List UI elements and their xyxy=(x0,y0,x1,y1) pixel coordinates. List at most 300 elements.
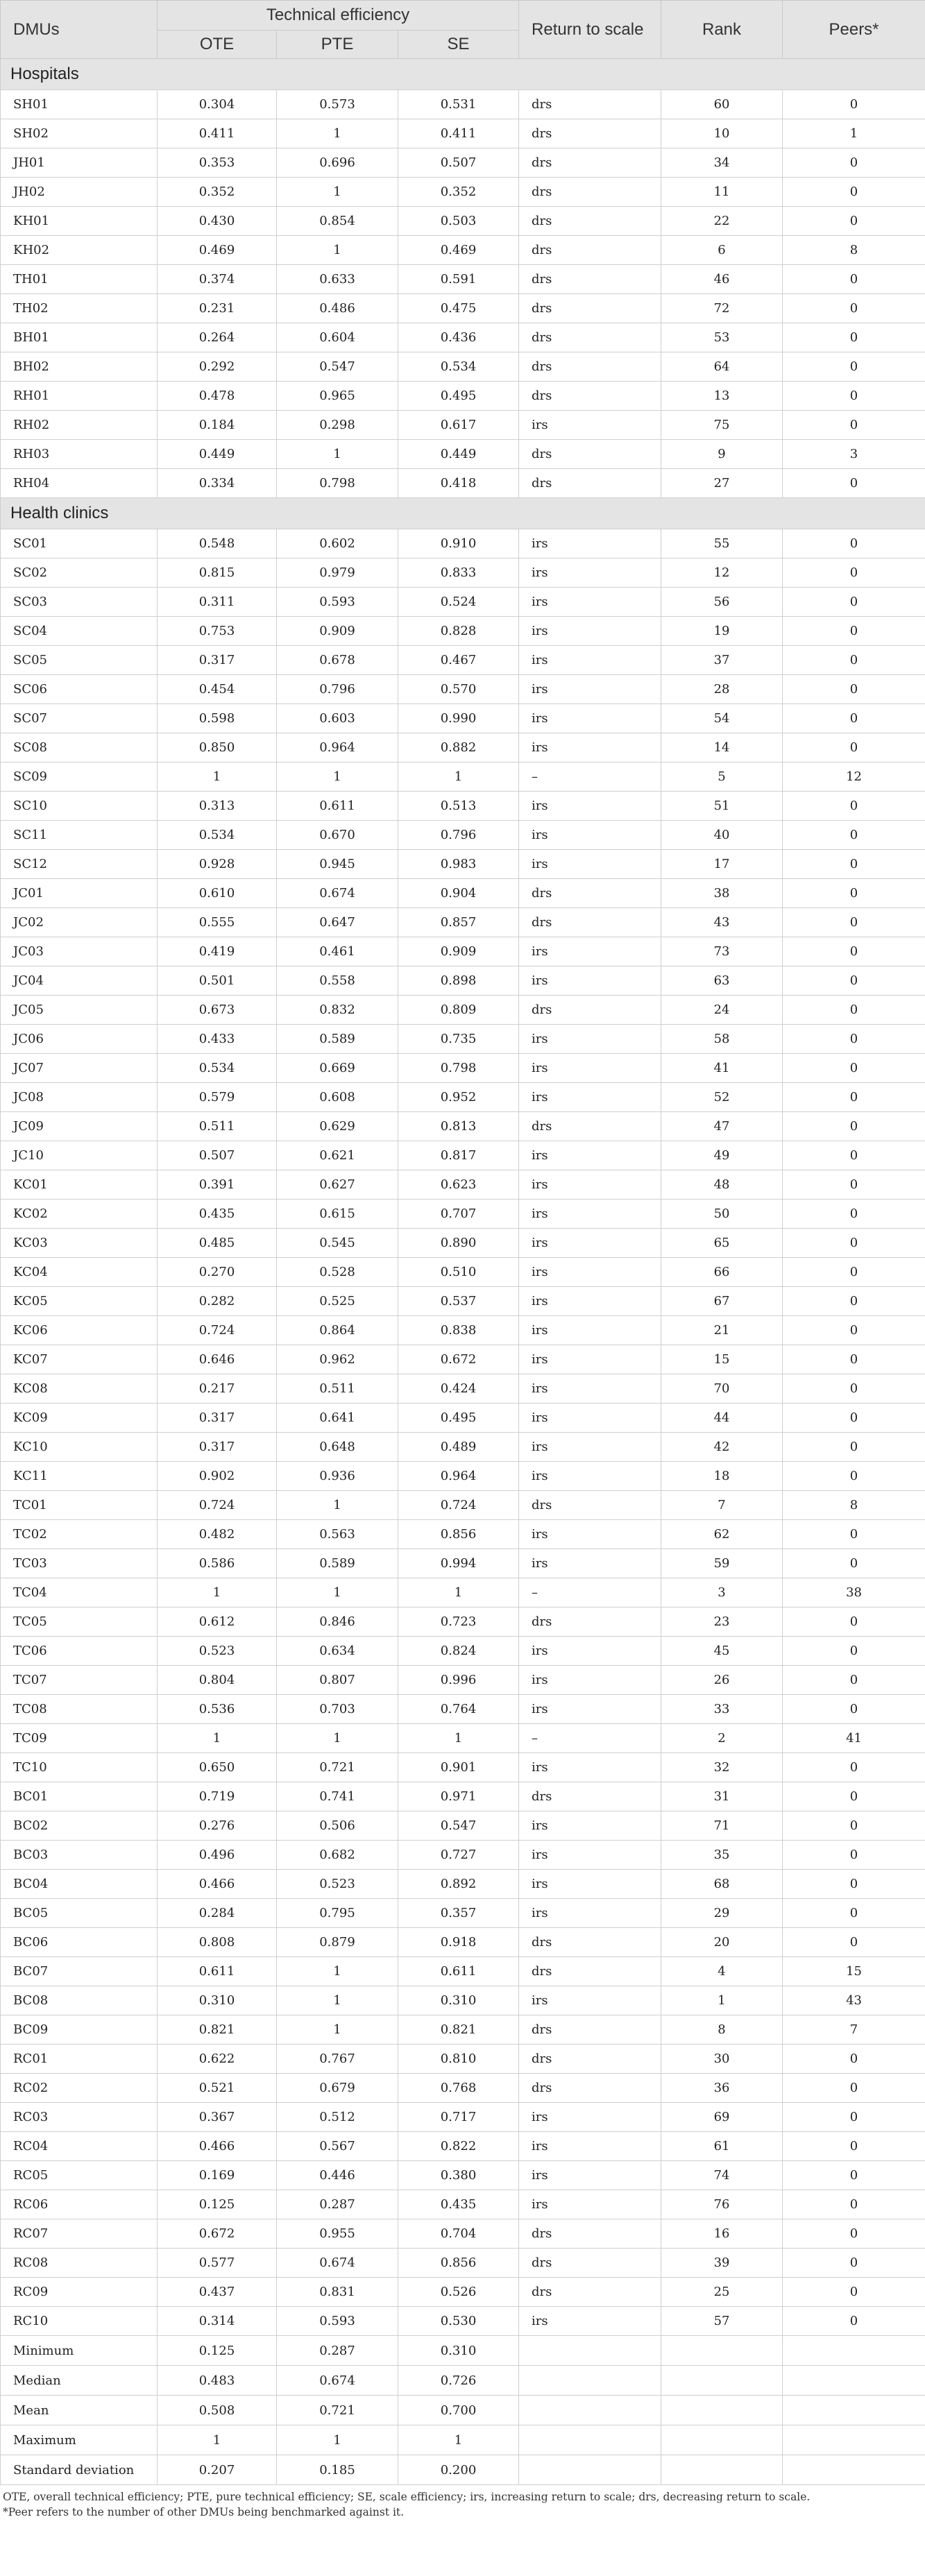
se-value: 0.503 xyxy=(398,207,519,236)
pte-value: 0.674 xyxy=(277,879,398,908)
dmu-name: RH04 xyxy=(1,469,158,498)
header-peers: Peers* xyxy=(783,1,925,59)
return-to-scale: irs xyxy=(519,1695,661,1724)
return-to-scale: drs xyxy=(519,90,661,119)
return-to-scale: irs xyxy=(519,1025,661,1054)
table-row xyxy=(1,1112,925,1141)
return-to-scale: drs xyxy=(519,1491,661,1520)
dmu-name: TC04 xyxy=(1,1578,158,1607)
empty-cell xyxy=(661,2396,783,2425)
dmu-name: JC09 xyxy=(1,1112,158,1141)
return-to-scale: irs xyxy=(519,1200,661,1229)
empty-cell xyxy=(661,2455,783,2485)
rank-value: 10 xyxy=(661,119,783,148)
se-value: 0.531 xyxy=(398,90,519,119)
dmu-name: KC06 xyxy=(1,1316,158,1345)
ote-value: 0.435 xyxy=(158,1200,277,1229)
pte-value: 0.674 xyxy=(277,2366,398,2396)
rank-value: 52 xyxy=(661,1083,783,1112)
se-value: 0.570 xyxy=(398,675,519,704)
pte-value: 0.545 xyxy=(277,1229,398,1258)
table-row xyxy=(1,440,925,469)
pte-value: 0.964 xyxy=(277,733,398,762)
dmu-name: TC06 xyxy=(1,1637,158,1666)
se-value: 0.890 xyxy=(398,1229,519,1258)
se-value: 0.507 xyxy=(398,148,519,178)
pte-value: 0.864 xyxy=(277,1316,398,1345)
return-to-scale: drs xyxy=(519,148,661,178)
peers-value: 8 xyxy=(783,236,925,265)
rank-value: 25 xyxy=(661,2278,783,2307)
dmu-name: SC05 xyxy=(1,646,158,675)
dmu-name: RC02 xyxy=(1,2074,158,2103)
ote-value: 0.270 xyxy=(158,1258,277,1287)
rank-value: 73 xyxy=(661,937,783,966)
ote-value: 0.466 xyxy=(158,2132,277,2161)
rank-value: 20 xyxy=(661,1928,783,1957)
pte-value: 1 xyxy=(277,2015,398,2045)
empty-cell xyxy=(519,2336,661,2366)
return-to-scale: irs xyxy=(519,1229,661,1258)
return-to-scale: irs xyxy=(519,966,661,996)
dmu-name: TC07 xyxy=(1,1666,158,1695)
ote-value: 0.536 xyxy=(158,1695,277,1724)
ote-value: 0.454 xyxy=(158,675,277,704)
dmu-name: KC05 xyxy=(1,1287,158,1316)
pte-value: 0.523 xyxy=(277,1870,398,1899)
return-to-scale: irs xyxy=(519,850,661,879)
return-to-scale: irs xyxy=(519,937,661,966)
peers-value: 3 xyxy=(783,440,925,469)
table-footnotes xyxy=(0,2485,925,2520)
pte-value: 0.798 xyxy=(277,469,398,498)
table-row xyxy=(1,1578,925,1607)
se-value: 0.735 xyxy=(398,1025,519,1054)
ote-value: 0.367 xyxy=(158,2103,277,2132)
pte-value: 0.741 xyxy=(277,1782,398,1811)
pte-value: 0.547 xyxy=(277,352,398,382)
table-row xyxy=(1,1025,925,1054)
return-to-scale: drs xyxy=(519,178,661,207)
table-row xyxy=(1,2219,925,2249)
return-to-scale: irs xyxy=(519,1404,661,1433)
rank-value: 53 xyxy=(661,323,783,352)
peers-value: 0 xyxy=(783,265,925,294)
peers-value: 0 xyxy=(783,1200,925,1229)
ote-value: 1 xyxy=(158,2425,277,2455)
table-row xyxy=(1,1200,925,1229)
table-row xyxy=(1,1170,925,1200)
se-value: 0.856 xyxy=(398,2249,519,2278)
table-row xyxy=(1,1229,925,1258)
table-row xyxy=(1,1316,925,1345)
table-row xyxy=(1,1957,925,1986)
dmu-name: BH01 xyxy=(1,323,158,352)
dmu-name: JC07 xyxy=(1,1054,158,1083)
ote-value: 0.673 xyxy=(158,996,277,1025)
peers-value: 1 xyxy=(783,119,925,148)
rank-value: 60 xyxy=(661,90,783,119)
se-value: 0.467 xyxy=(398,646,519,675)
ote-value: 0.391 xyxy=(158,1170,277,1200)
pte-value: 0.854 xyxy=(277,207,398,236)
dmu-name: KC09 xyxy=(1,1404,158,1433)
pte-value: 0.909 xyxy=(277,617,398,646)
pte-value: 1 xyxy=(277,236,398,265)
se-value: 0.436 xyxy=(398,323,519,352)
se-value: 0.617 xyxy=(398,411,519,440)
ote-value: 0.534 xyxy=(158,1054,277,1083)
pte-value: 1 xyxy=(277,1986,398,2015)
dmu-name: TH01 xyxy=(1,265,158,294)
se-value: 0.530 xyxy=(398,2307,519,2336)
ote-value: 0.815 xyxy=(158,558,277,588)
pte-value: 0.832 xyxy=(277,996,398,1025)
return-to-scale: irs xyxy=(519,821,661,850)
table-row xyxy=(1,323,925,352)
return-to-scale: drs xyxy=(519,207,661,236)
table-row xyxy=(1,646,925,675)
peers-value: 0 xyxy=(783,1316,925,1345)
se-value: 0.810 xyxy=(398,2045,519,2074)
summary-label: Mean xyxy=(1,2396,158,2425)
ote-value: 0.672 xyxy=(158,2219,277,2249)
dmu-name: RC09 xyxy=(1,2278,158,2307)
table-row xyxy=(1,1870,925,1899)
rank-value: 66 xyxy=(661,1258,783,1287)
ote-value: 0.482 xyxy=(158,1520,277,1549)
rank-value: 4 xyxy=(661,1957,783,1986)
se-value: 0.726 xyxy=(398,2366,519,2396)
return-to-scale: drs xyxy=(519,265,661,294)
se-value: 0.424 xyxy=(398,1374,519,1404)
se-value: 0.764 xyxy=(398,1695,519,1724)
table-row xyxy=(1,1462,925,1491)
ote-value: 0.804 xyxy=(158,1666,277,1695)
se-value: 0.510 xyxy=(398,1258,519,1287)
pte-value: 0.795 xyxy=(277,1899,398,1928)
ote-value: 0.719 xyxy=(158,1782,277,1811)
peers-value: 0 xyxy=(783,1229,925,1258)
table-row xyxy=(1,1141,925,1170)
table-row xyxy=(1,1695,925,1724)
pte-value: 0.648 xyxy=(277,1433,398,1462)
table-row xyxy=(1,1986,925,2015)
ote-value: 0.353 xyxy=(158,148,277,178)
pte-value: 0.604 xyxy=(277,323,398,352)
ote-value: 1 xyxy=(158,1578,277,1607)
se-value: 0.591 xyxy=(398,265,519,294)
header-rank: Rank xyxy=(661,1,783,59)
ote-value: 0.586 xyxy=(158,1549,277,1578)
return-to-scale: – xyxy=(519,1578,661,1607)
se-value: 0.524 xyxy=(398,588,519,617)
rank-value: 22 xyxy=(661,207,783,236)
pte-value: 0.979 xyxy=(277,558,398,588)
return-to-scale: irs xyxy=(519,529,661,558)
rank-value: 1 xyxy=(661,1986,783,2015)
dmu-name: SC11 xyxy=(1,821,158,850)
pte-value: 0.670 xyxy=(277,821,398,850)
dmu-name: SC07 xyxy=(1,704,158,733)
ote-value: 0.507 xyxy=(158,1141,277,1170)
rank-value: 45 xyxy=(661,1637,783,1666)
rank-value: 12 xyxy=(661,558,783,588)
dmu-name: RH03 xyxy=(1,440,158,469)
dmu-name: BC03 xyxy=(1,1841,158,1870)
section-header-row xyxy=(1,498,925,529)
dmu-name: SC01 xyxy=(1,529,158,558)
se-value: 0.435 xyxy=(398,2190,519,2219)
return-to-scale: irs xyxy=(519,1811,661,1841)
summary-label: Maximum xyxy=(1,2425,158,2455)
rank-value: 58 xyxy=(661,1025,783,1054)
pte-value: 0.879 xyxy=(277,1928,398,1957)
peers-value: 0 xyxy=(783,1170,925,1200)
rank-value: 71 xyxy=(661,1811,783,1841)
dmu-name: RC10 xyxy=(1,2307,158,2336)
rank-value: 65 xyxy=(661,1229,783,1258)
summary-row xyxy=(1,2396,925,2425)
empty-cell xyxy=(783,2396,925,2425)
table-row xyxy=(1,1083,925,1112)
empty-cell xyxy=(519,2366,661,2396)
table-row xyxy=(1,90,925,119)
ote-value: 0.433 xyxy=(158,1025,277,1054)
table-row xyxy=(1,1841,925,1870)
header-ote: OTE xyxy=(158,31,277,59)
dmu-name: SH02 xyxy=(1,119,158,148)
dmu-name: KC11 xyxy=(1,1462,158,1491)
peers-value: 0 xyxy=(783,529,925,558)
section-header-row xyxy=(1,59,925,90)
ote-value: 0.496 xyxy=(158,1841,277,1870)
se-value: 0.513 xyxy=(398,792,519,821)
table-row xyxy=(1,119,925,148)
se-value: 0.833 xyxy=(398,558,519,588)
peers-value: 0 xyxy=(783,1549,925,1578)
header-return-to-scale: Return to scale xyxy=(519,1,661,59)
dmu-name: TH02 xyxy=(1,294,158,323)
table-row xyxy=(1,1607,925,1637)
ote-value: 0.598 xyxy=(158,704,277,733)
peers-value: 0 xyxy=(783,1782,925,1811)
table-row xyxy=(1,792,925,821)
table-row xyxy=(1,1899,925,1928)
se-value: 0.475 xyxy=(398,294,519,323)
rank-value: 55 xyxy=(661,529,783,558)
se-value: 0.727 xyxy=(398,1841,519,1870)
pte-value: 0.767 xyxy=(277,2045,398,2074)
summary-row xyxy=(1,2425,925,2455)
se-value: 0.352 xyxy=(398,178,519,207)
pte-value: 1 xyxy=(277,119,398,148)
peers-value: 0 xyxy=(783,2103,925,2132)
peers-value: 0 xyxy=(783,1928,925,1957)
dmu-name: RH02 xyxy=(1,411,158,440)
ote-value: 0.304 xyxy=(158,90,277,119)
pte-value: 0.796 xyxy=(277,675,398,704)
rank-value: 3 xyxy=(661,1578,783,1607)
return-to-scale: drs xyxy=(519,1112,661,1141)
table-row xyxy=(1,1520,925,1549)
table-row xyxy=(1,207,925,236)
rank-value: 18 xyxy=(661,1462,783,1491)
table-row xyxy=(1,469,925,498)
header-dmus: DMUs xyxy=(1,1,158,59)
ote-value: 0.125 xyxy=(158,2190,277,2219)
pte-value: 1 xyxy=(277,1724,398,1753)
se-value: 0.856 xyxy=(398,1520,519,1549)
ote-value: 0.646 xyxy=(158,1345,277,1374)
peers-value: 41 xyxy=(783,1724,925,1753)
ote-value: 0.466 xyxy=(158,1870,277,1899)
dmu-name: SC02 xyxy=(1,558,158,588)
rank-value: 54 xyxy=(661,704,783,733)
se-value: 0.449 xyxy=(398,440,519,469)
peers-value: 0 xyxy=(783,2132,925,2161)
se-value: 0.796 xyxy=(398,821,519,850)
return-to-scale: irs xyxy=(519,1141,661,1170)
table-row xyxy=(1,236,925,265)
pte-value: 0.602 xyxy=(277,529,398,558)
se-value: 0.700 xyxy=(398,2396,519,2425)
se-value: 1 xyxy=(398,2425,519,2455)
table-row xyxy=(1,1054,925,1083)
ote-value: 0.314 xyxy=(158,2307,277,2336)
rank-value: 38 xyxy=(661,879,783,908)
rank-value: 29 xyxy=(661,1899,783,1928)
se-value: 0.723 xyxy=(398,1607,519,1637)
return-to-scale: – xyxy=(519,762,661,792)
se-value: 0.824 xyxy=(398,1637,519,1666)
ote-value: 0.511 xyxy=(158,1112,277,1141)
dmu-name: KC04 xyxy=(1,1258,158,1287)
pte-value: 0.287 xyxy=(277,2336,398,2366)
peers-value: 0 xyxy=(783,1637,925,1666)
rank-value: 13 xyxy=(661,382,783,411)
ote-value: 0.521 xyxy=(158,2074,277,2103)
table-row xyxy=(1,733,925,762)
return-to-scale: irs xyxy=(519,646,661,675)
return-to-scale: irs xyxy=(519,1899,661,1928)
pte-value: 0.589 xyxy=(277,1025,398,1054)
table-row xyxy=(1,617,925,646)
return-to-scale: drs xyxy=(519,996,661,1025)
peers-value: 0 xyxy=(783,617,925,646)
pte-value: 0.634 xyxy=(277,1637,398,1666)
return-to-scale: irs xyxy=(519,704,661,733)
dmu-name: JC04 xyxy=(1,966,158,996)
return-to-scale: irs xyxy=(519,2132,661,2161)
se-value: 1 xyxy=(398,1578,519,1607)
summary-row xyxy=(1,2455,925,2485)
table-row xyxy=(1,1258,925,1287)
dmu-name: JC01 xyxy=(1,879,158,908)
pte-value: 0.807 xyxy=(277,1666,398,1695)
peers-value: 12 xyxy=(783,762,925,792)
se-value: 0.704 xyxy=(398,2219,519,2249)
return-to-scale: irs xyxy=(519,1520,661,1549)
rank-value: 14 xyxy=(661,733,783,762)
pte-value: 0.573 xyxy=(277,90,398,119)
rank-value: 27 xyxy=(661,469,783,498)
peers-value: 0 xyxy=(783,352,925,382)
pte-value: 0.627 xyxy=(277,1170,398,1200)
table-body xyxy=(1,59,925,2485)
se-value: 0.411 xyxy=(398,119,519,148)
table-row xyxy=(1,2161,925,2190)
dmu-name: SC06 xyxy=(1,675,158,704)
dmu-name: JC03 xyxy=(1,937,158,966)
se-value: 0.813 xyxy=(398,1112,519,1141)
dmu-name: BC07 xyxy=(1,1957,158,1986)
dmu-name: JH01 xyxy=(1,148,158,178)
pte-value: 0.528 xyxy=(277,1258,398,1287)
dmu-name: BC05 xyxy=(1,1899,158,1928)
summary-label: Median xyxy=(1,2366,158,2396)
dmu-name: TC02 xyxy=(1,1520,158,1549)
peers-value: 0 xyxy=(783,2045,925,2074)
ote-value: 0.821 xyxy=(158,2015,277,2045)
return-to-scale: drs xyxy=(519,2249,661,2278)
rank-value: 76 xyxy=(661,2190,783,2219)
pte-value: 0.721 xyxy=(277,1753,398,1782)
pte-value: 0.633 xyxy=(277,265,398,294)
ote-value: 0.437 xyxy=(158,2278,277,2307)
ote-value: 0.485 xyxy=(158,1229,277,1258)
table-row xyxy=(1,411,925,440)
pte-value: 0.525 xyxy=(277,1287,398,1316)
peers-value: 0 xyxy=(783,1404,925,1433)
pte-value: 0.511 xyxy=(277,1374,398,1404)
dmu-name: KC07 xyxy=(1,1345,158,1374)
summary-label: Minimum xyxy=(1,2336,158,2366)
table-row xyxy=(1,908,925,937)
table-header xyxy=(1,1,925,59)
rank-value: 7 xyxy=(661,1491,783,1520)
rank-value: 46 xyxy=(661,265,783,294)
footnote-peers: *Peer refers to the number of other DMUs being benchmarked against it. xyxy=(3,2506,405,2518)
empty-cell xyxy=(661,2366,783,2396)
return-to-scale: irs xyxy=(519,792,661,821)
return-to-scale: irs xyxy=(519,1753,661,1782)
pte-value: 0.506 xyxy=(277,1811,398,1841)
table-row xyxy=(1,558,925,588)
peers-value: 0 xyxy=(783,1287,925,1316)
ote-value: 0.310 xyxy=(158,1986,277,2015)
rank-value: 11 xyxy=(661,178,783,207)
return-to-scale: drs xyxy=(519,2074,661,2103)
dmu-name: RC08 xyxy=(1,2249,158,2278)
return-to-scale: irs xyxy=(519,675,661,704)
rank-value: 32 xyxy=(661,1753,783,1782)
pte-value: 0.608 xyxy=(277,1083,398,1112)
table-row xyxy=(1,1811,925,1841)
se-value: 0.717 xyxy=(398,2103,519,2132)
pte-value: 0.185 xyxy=(277,2455,398,2485)
peers-value: 0 xyxy=(783,996,925,1025)
se-value: 0.534 xyxy=(398,352,519,382)
table-row xyxy=(1,1753,925,1782)
se-value: 1 xyxy=(398,762,519,792)
se-value: 0.469 xyxy=(398,236,519,265)
return-to-scale: drs xyxy=(519,323,661,352)
ote-value: 0.508 xyxy=(158,2396,277,2425)
table-row xyxy=(1,821,925,850)
pte-value: 1 xyxy=(277,440,398,469)
header-pte: PTE xyxy=(277,31,398,59)
